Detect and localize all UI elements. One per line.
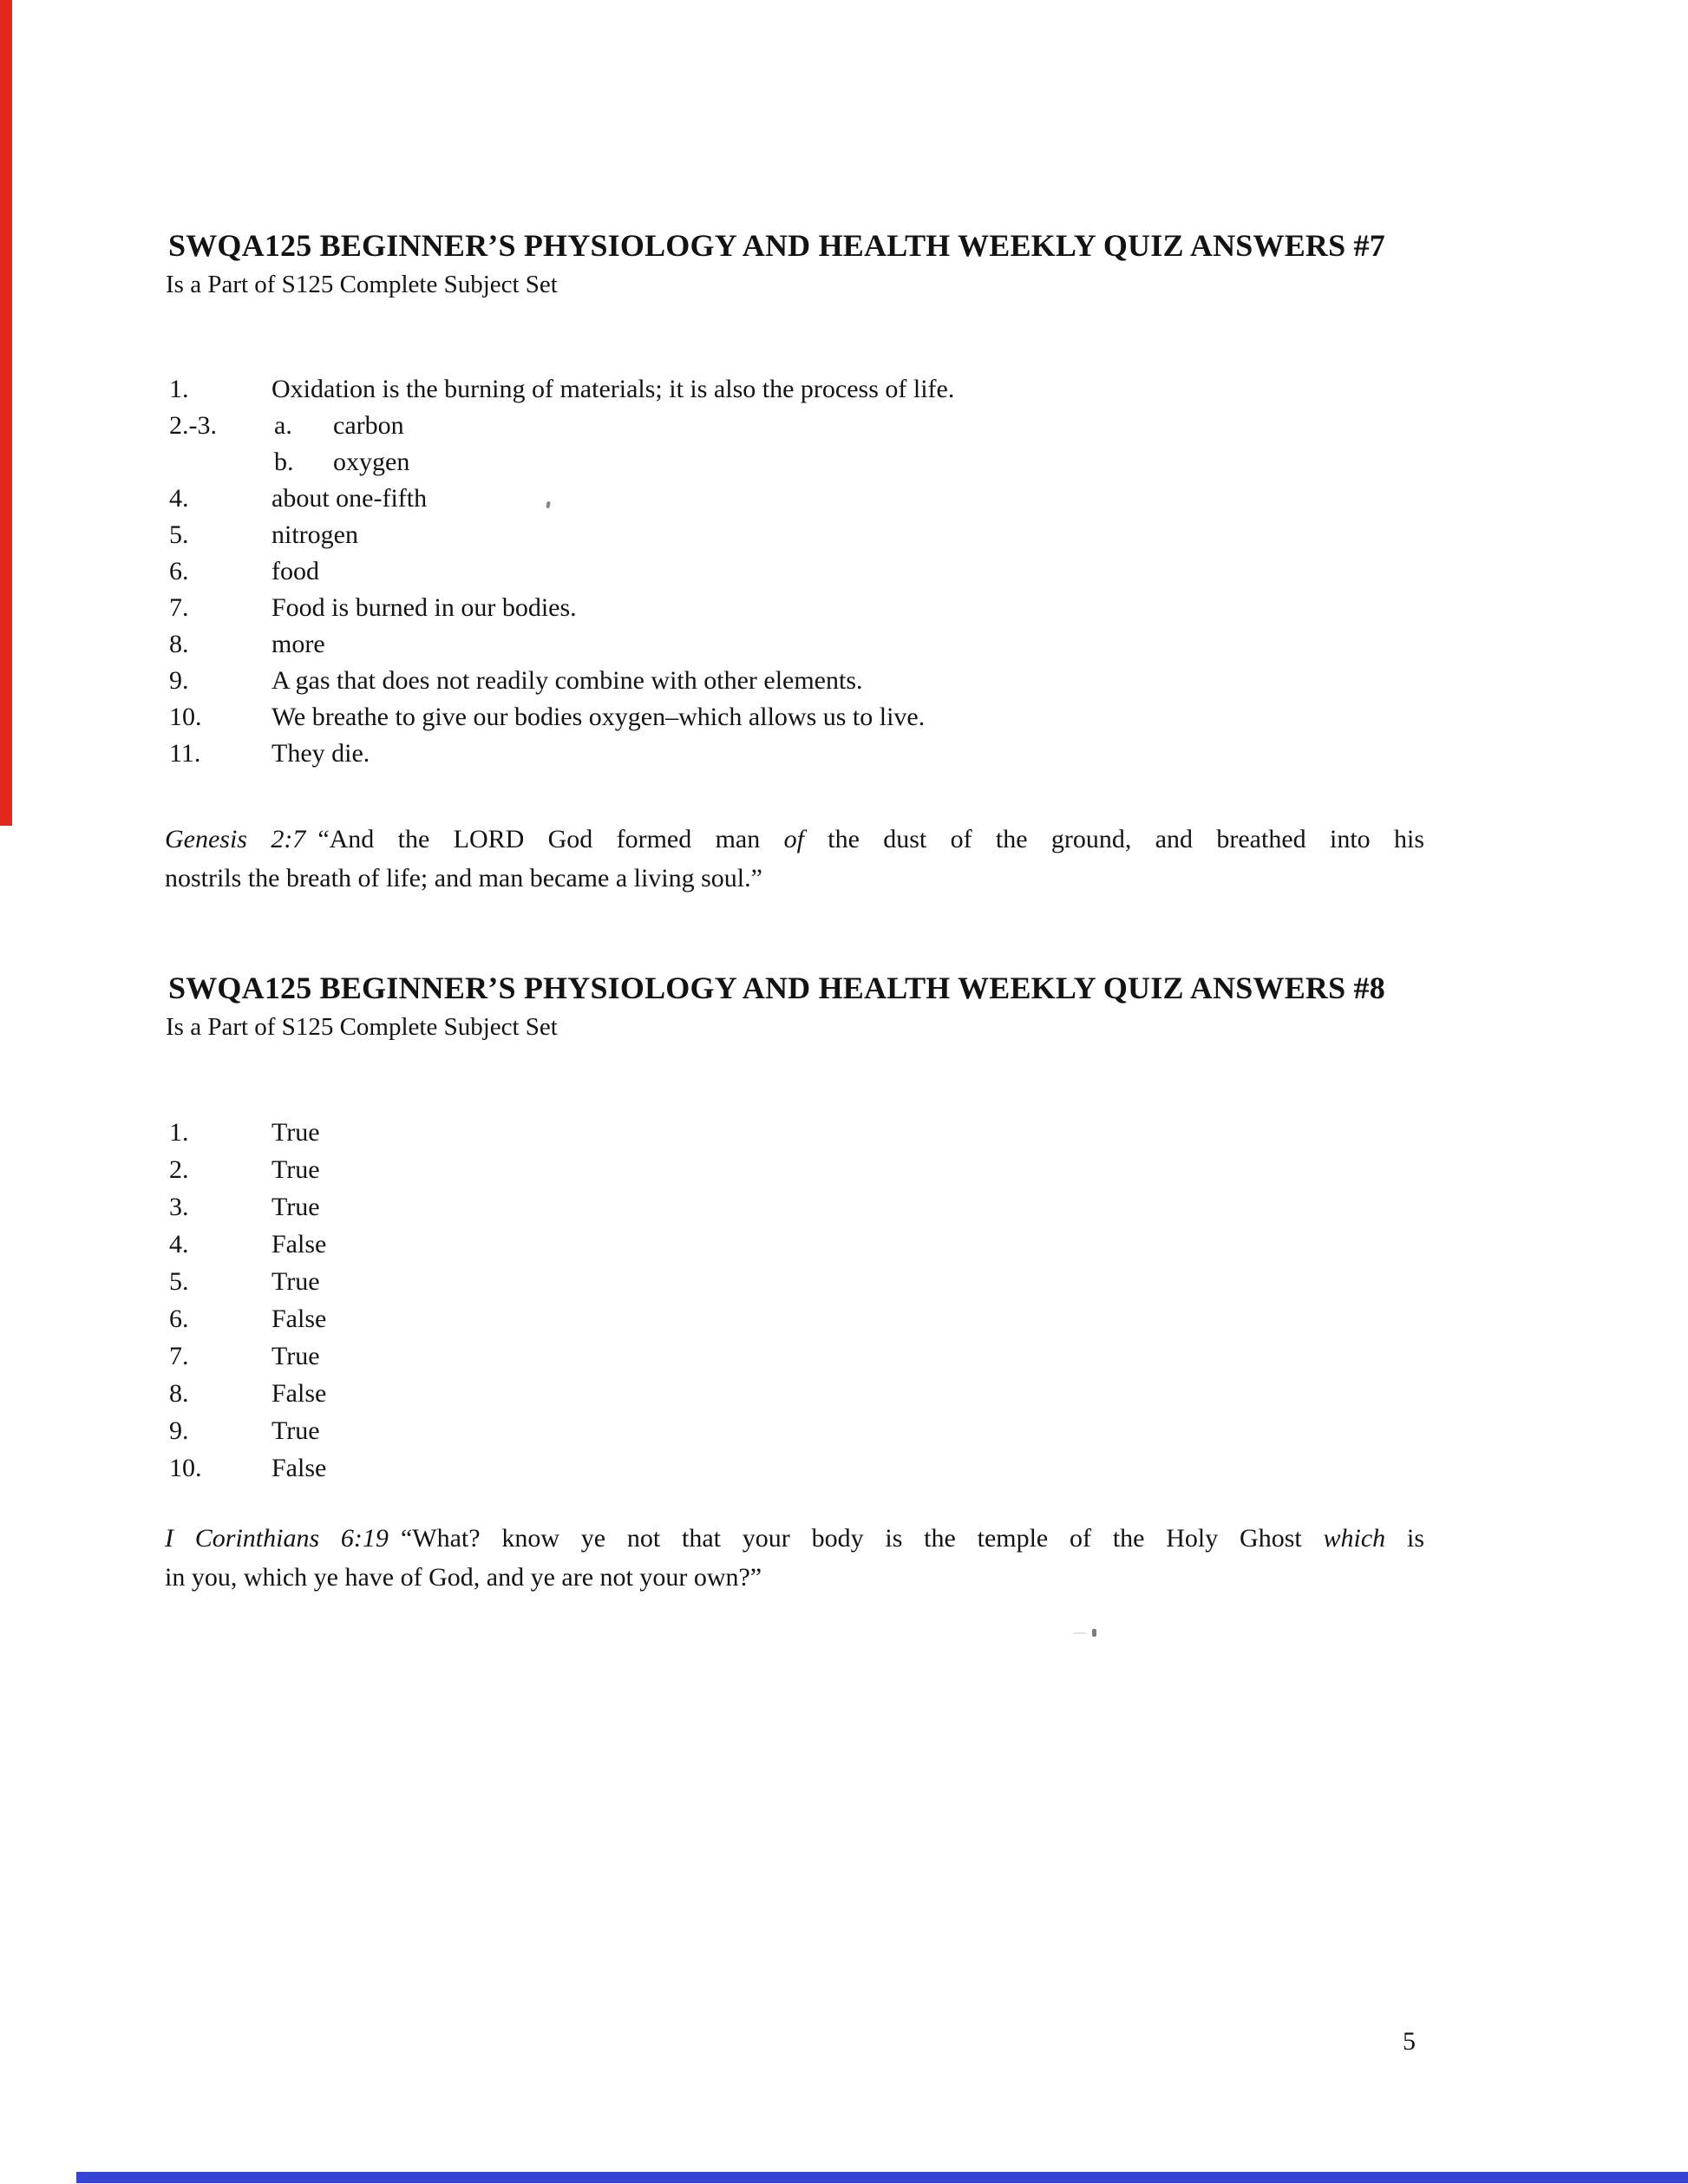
scan-artifact-smudge — [1074, 1632, 1086, 1634]
answer-number: 9. — [169, 1416, 189, 1445]
answer-text: True — [272, 1416, 320, 1445]
answer-number: 2. — [169, 1155, 189, 1184]
quote-text: “And the LORD God formed man — [317, 825, 784, 853]
quote-text: “What? know ye not that your body is the temple of the Holy Ghost — [400, 1524, 1324, 1553]
answer-row — [0, 738, 1688, 775]
answer-row — [0, 410, 1688, 447]
answer-text: nitrogen — [272, 520, 358, 549]
answer-row — [0, 447, 1688, 483]
quote-text-italic: of — [783, 825, 804, 853]
answer-number: 6. — [169, 1305, 189, 1333]
answer-number: 5. — [169, 520, 189, 549]
answer-sub-label: a. — [274, 411, 292, 440]
quote-text: the dust of the ground, and breathed into his — [803, 825, 1424, 853]
scripture-reference: I Corinthians 6:19 — [165, 1524, 389, 1553]
answer-row — [0, 483, 1688, 520]
answer-row — [0, 592, 1688, 629]
answer-row — [0, 556, 1688, 592]
answer-number: 1. — [169, 1118, 189, 1147]
answer-sub-value: oxygen — [333, 448, 410, 476]
answer-row — [0, 1453, 1688, 1489]
answer-text: Oxidation is the burning of materials; it is also the process of life. — [272, 375, 955, 403]
answer-row — [0, 1192, 1688, 1228]
scripture-quote-corinthians — [165, 1519, 1424, 1597]
quiz8-subtitle: Is a Part of S125 Complete Subject Set — [166, 1013, 558, 1041]
answer-text: False — [272, 1305, 327, 1333]
answer-row — [0, 374, 1688, 410]
scripture-reference: Genesis 2:7 — [165, 825, 306, 853]
answer-number: 4. — [169, 1230, 189, 1259]
answer-number: 10. — [169, 703, 202, 731]
answer-row — [0, 1117, 1688, 1154]
quote-text: is — [1385, 1524, 1424, 1553]
answer-number: 2.-3. — [169, 411, 217, 440]
answer-number: 4. — [169, 484, 189, 513]
answer-sub-label: b. — [274, 448, 294, 476]
answer-text: False — [272, 1379, 327, 1408]
answer-number: 9. — [169, 666, 189, 695]
quote-text-italic: which — [1323, 1524, 1386, 1553]
quiz7-title: SWQA125 BEGINNER’S PHYSIOLOGY AND HEALTH WEEKLY QUIZ ANSWERS #7 — [168, 228, 1385, 263]
answer-text: more — [272, 630, 325, 658]
answer-text: food — [272, 557, 319, 585]
answer-row — [0, 1304, 1688, 1340]
answer-number: 7. — [169, 593, 189, 622]
scan-artifact-speck — [1092, 1629, 1096, 1637]
answer-number: 11. — [169, 739, 201, 768]
answer-row — [0, 629, 1688, 665]
answer-text: about one-fifth — [272, 484, 428, 513]
answer-number: 5. — [169, 1267, 189, 1296]
answer-text: Food is burned in our bodies. — [272, 593, 577, 622]
answer-row — [0, 1229, 1688, 1265]
answer-text: True — [272, 1267, 320, 1296]
quote-line: in you, which ye have of God, and ye are not your own?” — [165, 1563, 762, 1592]
answer-number: 1. — [169, 375, 189, 403]
answer-row — [0, 1266, 1688, 1303]
answer-text: False — [272, 1454, 327, 1482]
scan-edge-blue-stripe — [76, 2172, 1688, 2183]
answer-number: 8. — [169, 630, 189, 658]
answer-number: 3. — [169, 1193, 189, 1221]
answer-row — [0, 520, 1688, 556]
quiz7-subtitle: Is a Part of S125 Complete Subject Set — [166, 271, 558, 298]
answer-row — [0, 1341, 1688, 1377]
answer-text: True — [272, 1193, 320, 1221]
quote-line — [165, 820, 1424, 859]
answer-number: 6. — [169, 557, 189, 585]
answer-number: 7. — [169, 1342, 189, 1370]
answer-text: A gas that does not readily combine with other elements. — [272, 666, 863, 695]
answer-text: True — [272, 1118, 320, 1147]
answer-sub-value: carbon — [333, 411, 404, 440]
answer-row — [0, 665, 1688, 702]
answer-text: False — [272, 1230, 327, 1259]
answer-number: 8. — [169, 1379, 189, 1408]
quote-line: nostrils the breath of life; and man became a living soul.” — [165, 864, 762, 893]
scripture-quote-genesis — [165, 820, 1424, 898]
quote-line — [165, 1519, 1424, 1558]
answer-text: True — [272, 1342, 320, 1370]
answer-number: 10. — [169, 1454, 202, 1482]
answer-row — [0, 1154, 1688, 1191]
answer-text: We breathe to give our bodies oxygen–which allows us to live. — [272, 703, 926, 731]
answer-row — [0, 1378, 1688, 1415]
page-number: 5 — [1403, 2027, 1416, 2056]
answer-row — [0, 1416, 1688, 1452]
quiz8-title: SWQA125 BEGINNER’S PHYSIOLOGY AND HEALTH WEEKLY QUIZ ANSWERS #8 — [168, 971, 1385, 1005]
answer-text: They die. — [272, 739, 370, 768]
answer-text: True — [272, 1155, 320, 1184]
answer-row — [0, 702, 1688, 738]
